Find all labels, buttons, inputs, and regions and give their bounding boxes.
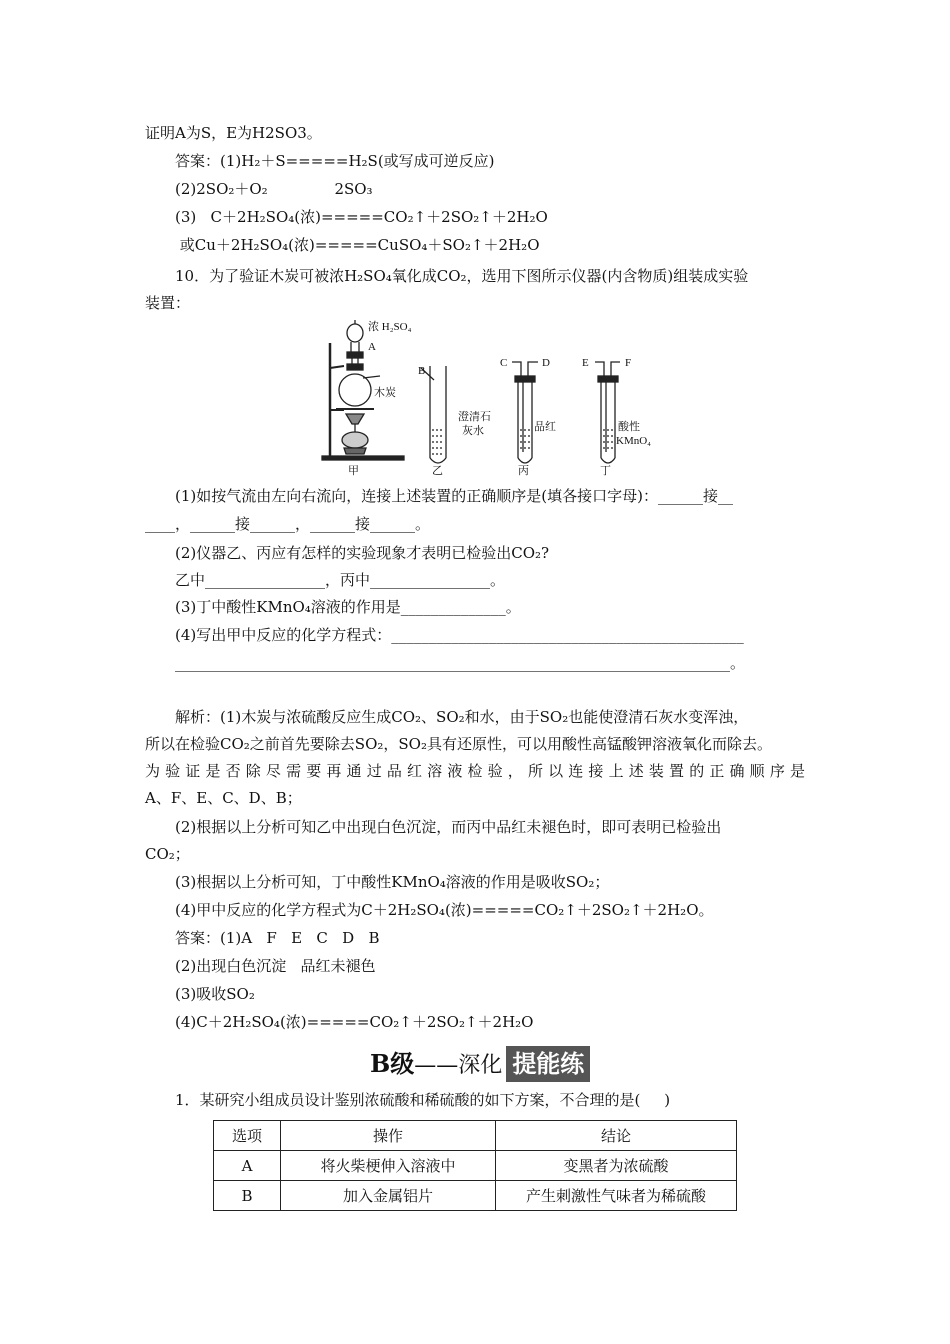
label-yi: 乙 [432,465,443,477]
label-jia: 甲 [348,465,359,477]
explanation-2: 所以在检验CO₂之前首先要除去SO₂，SO₂具有还原性，可以用酸性高锰酸钾溶液氧化而除去。 [145,735,772,753]
subq2-line2: 乙中________________，丙中________________。 [175,571,506,589]
b-question-1: 1．某研究小组成员设计鉴别浓硫酸和稀硫酸的如下方案，不合理的是( ) [175,1091,671,1109]
subq3: (3)丁中酸性KMnO₄溶液的作用是______________。 [175,598,521,616]
heading-box: 提能练 [506,1046,590,1082]
table-cell: 将火柴梗伸入溶液中 [281,1151,496,1181]
label-bing: 丙 [518,465,529,477]
table-cell: 加入金属铝片 [281,1181,496,1211]
explanation-1: 解析：(1)木炭与浓硫酸反应生成CO₂、SO₂和水，由于SO₂也能使澄清石灰水变浑浊， [175,708,749,726]
explanation-5: (2)根据以上分析可知乙中出现白色沉淀，而丙中品红未褪色时，即可表明已检验出 [175,818,722,836]
table-row [214,1151,737,1181]
answer-part1: 答案：(1)H₂＋S=====H₂S(或写成可逆反应) [175,152,495,170]
subq4-line1: (4)写出甲中反应的化学方程式：_______________________________________________ [175,626,744,644]
subq4-line2: __________________________________________________________________________。 [175,654,746,672]
table-header-row [214,1121,737,1151]
line-conclusion: 证明A为S，E为H2SO3。 [145,124,322,142]
table-cell: 变黑者为浓硫酸 [496,1151,737,1181]
label-C: C [500,357,508,369]
label-A: A [368,341,376,353]
label-acid: 酸性 [618,421,640,433]
answer-part3-alt: 或Cu＋2H₂SO₄(浓)=====CuSO₄＋SO₂↑＋2H₂O [175,236,540,254]
table-header: 操作 [281,1121,496,1151]
table-header: 选项 [214,1121,281,1151]
explanation-3: 为验证是否除尽需要再通过品红溶液检验，所以连接上述装置的正确顺序是 [145,762,805,780]
apparatus-figure [318,318,652,478]
table-row [214,1181,737,1211]
separatory-funnel [347,324,363,342]
heading-dash: —— [414,1053,459,1078]
subq1-line2: ____，______接______，______接______。 [145,515,431,533]
label-charcoal: 木炭 [374,387,396,399]
label-kmno4: KMnO₄ [616,435,652,447]
answer2-3: (3)吸收SO₂ [175,985,255,1003]
question-10-line1: 10．为了验证木炭可被浓H₂SO₄氧化成CO₂，选用下图所示仪器(内含物质)组装成实验 [175,267,749,285]
label-D: D [542,357,550,369]
label-F: F [625,357,632,369]
label-limewater-2: 灰水 [462,425,484,437]
heading-b: B [370,1049,391,1078]
label-h2so4: 浓 H₂SO₄ [368,321,412,333]
label-ding: 丁 [600,465,611,477]
label-pinhong: 品红 [534,421,556,433]
heading-level: 级 [390,1049,415,1078]
explanation-7: (3)根据以上分析可知，丁中酸性KMnO₄溶液的作用是吸收SO₂； [175,873,610,891]
table-cell: B [214,1181,281,1211]
table-cell: 产生刺激性气味者为稀硫酸 [496,1181,737,1211]
answer2-1: 答案：(1)A F E C D B [175,929,380,947]
explanation-8: (4)甲中反应的化学方程式为C＋2H₂SO₄(浓)=====CO₂↑＋2SO₂↑＋2H₂O。 [175,901,714,919]
label-B: B [418,365,426,377]
answer-part2: (2)2SO₂＋O₂ 2SO₃ [175,180,373,198]
table-cell: A [214,1151,281,1181]
subq1-line1: (1)如按气流由左向右流向，连接上述装置的正确顺序是(填各接口字母)：______接__ [175,487,733,505]
question-10-line2: 装置： [145,294,191,312]
stand-base [322,456,404,460]
answer-part3: (3) C＋2H₂SO₄(浓)=====CO₂↑＋2SO₂↑＋2H₂O [175,208,548,226]
round-flask [339,374,371,406]
label-limewater-1: 澄清石 [458,411,491,423]
answer2-2: (2)出现白色沉淀 品红未褪色 [175,957,376,975]
explanation-4: A、F、E、C、D、B； [145,789,302,807]
answer2-4: (4)C＋2H₂SO₄(浓)=====CO₂↑＋2SO₂↑＋2H₂O [175,1013,534,1031]
explanation-6: CO₂； [145,845,190,863]
subq2-line1: (2)仪器乙、丙应有怎样的实验现象才表明已检验出CO₂? [175,544,550,562]
table-header: 结论 [496,1121,737,1151]
options-table [213,1120,737,1211]
section-heading [370,1046,590,1082]
heading-deep: 深化 [458,1053,503,1078]
label-E: E [582,357,589,369]
